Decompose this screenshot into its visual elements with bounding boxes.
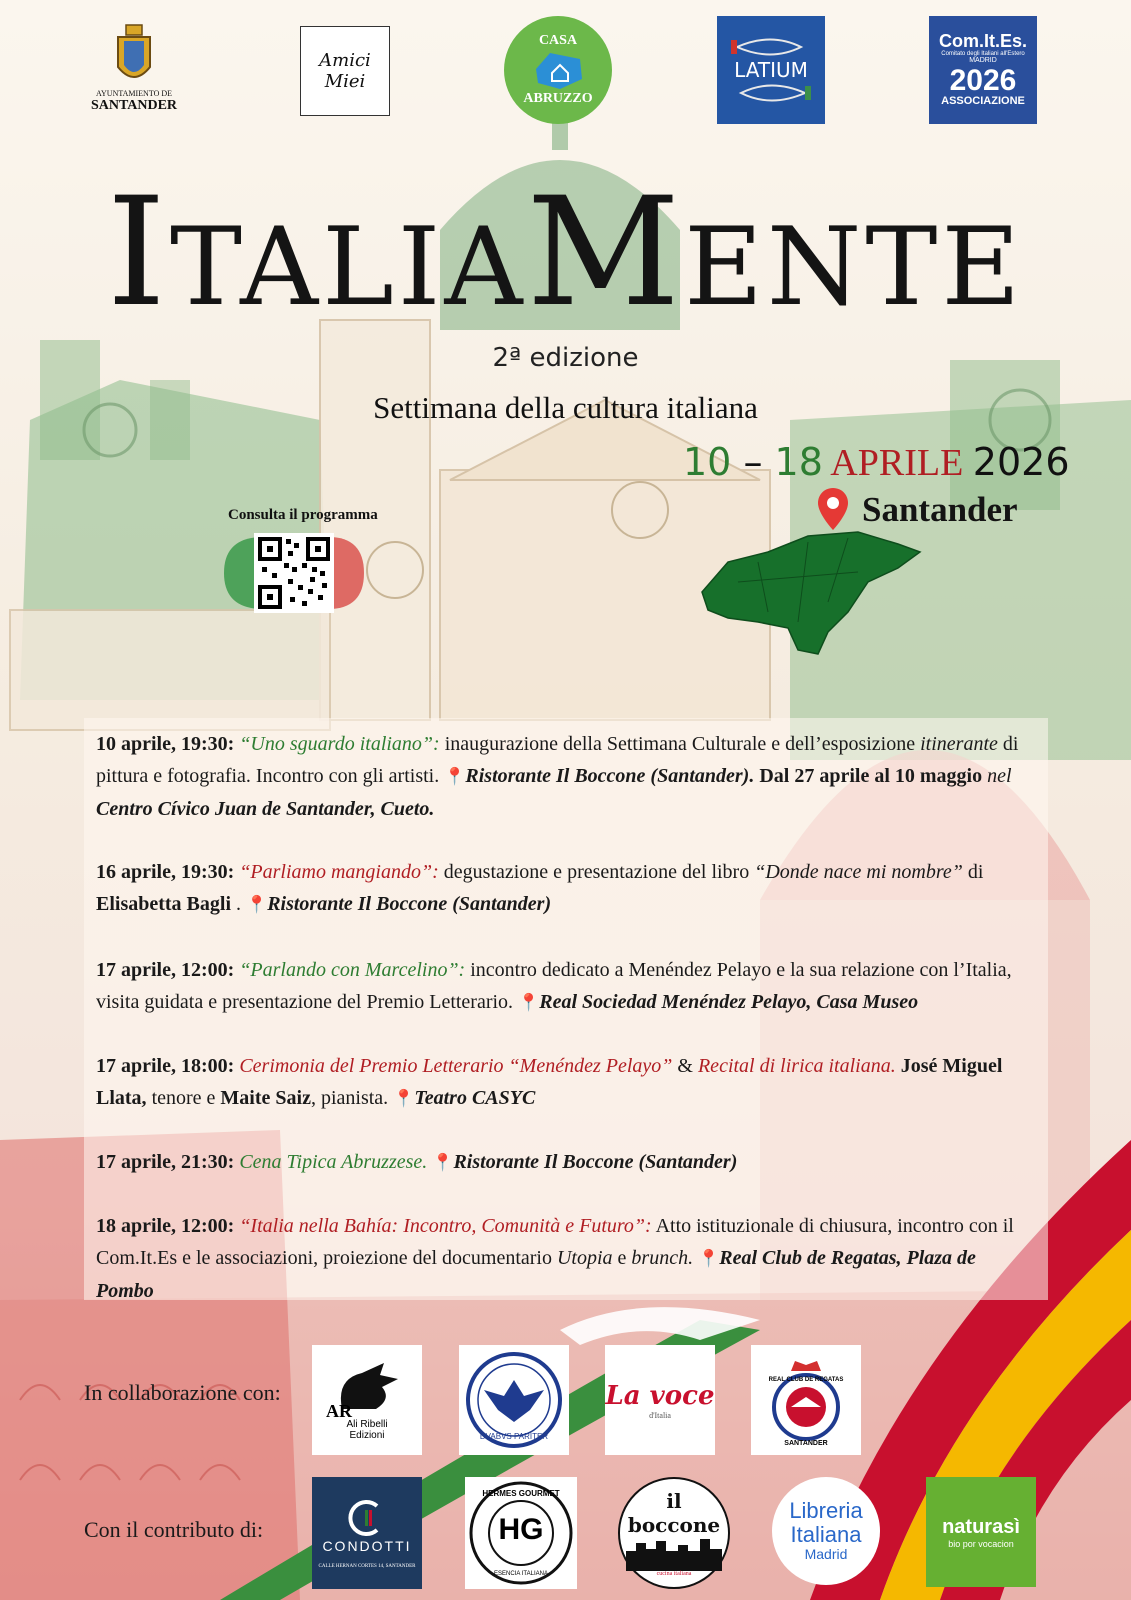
program-item-text: & [672,1055,698,1077]
naturasi-sub: bio por vocacion [948,1538,1014,1549]
date-dash: – [731,440,775,484]
map-pin-icon: 📍 [393,1089,415,1108]
santander-logo-line2: SANTANDER [90,97,178,113]
program-item-extra-italic: nel [987,765,1012,787]
la-voce-logo [605,1345,715,1455]
latium-logo [717,16,825,124]
program-item-person: Maite Saiz [220,1087,311,1109]
map-pin-icon: 📍 [518,993,540,1012]
edition-label: 2ª edizione [492,343,639,373]
ali-ribelli-line2: Edizioni [349,1430,385,1441]
program-item-title: “Uno sguardo italiano”: [239,733,440,755]
program-item-5 [96,1146,1036,1179]
libreria-line1: Libreria [789,1498,863,1524]
program-item-date: 17 aprile, 21:30: [96,1151,240,1173]
boccone-text: il boccone [627,1489,721,1537]
hermes-top: HERMES GOURMET [482,1489,560,1498]
qr-block[interactable] [218,527,368,619]
skyline-icon [626,1537,722,1571]
coat-of-arms-icon [110,23,158,89]
program-item-location: Teatro CASYC [414,1087,536,1109]
program-item-emphasis: Utopia [556,1247,613,1269]
qr-code-icon[interactable] [218,527,368,619]
comites-line2: Comitato degli Italiani all'Estero [941,51,1025,58]
program-item-text: di [962,861,984,883]
fish-icon [731,36,811,58]
comites-line1: Com.It.Es. [938,31,1027,52]
map-pin-icon: 📍 [246,895,268,914]
santander-logo [84,16,184,120]
program-item-title: “Parliamo mangiando”: [239,861,439,883]
program-item-person: Elisabetta Bagli [96,893,232,915]
date-start: 10 [683,440,732,484]
program-item-4 [96,1050,1036,1115]
program-item-2 [96,856,1036,921]
casa-abruzzo-bottom: ABRUZZO [523,91,593,106]
santander-logo-line1: AYUNTAMIENTO DE [95,88,173,98]
amici-miei-logo [300,26,390,116]
program-item-location: Ristorante Il Boccone (Santander). [465,765,755,787]
program-item-title-2: Recital di lirica italiana. [697,1055,896,1077]
fish-icon-2 [731,82,811,104]
club-crest-icon [771,1357,841,1443]
program-item-text: incontro dedicato a Menéndez Pelayo e la sua relazione con l’Italia, visita guidata e presentazione del Premio Letterario. [96,959,1012,1013]
program-item-3 [96,954,1036,1019]
program-item-person: José Miguel Llata, [96,1055,1003,1109]
casa-abruzzo-logo [504,16,612,124]
program-item-location: Ristorante Il Boccone (Santander) [267,893,552,915]
condotti-sub: CALLE HERNAN CORTES 14, SANTANDER [318,1563,416,1569]
libreria-line3: Madrid [804,1546,848,1563]
regatas-bottom: SANTANDER [784,1440,828,1447]
date-year: 2026 [972,440,1070,484]
program-item-emphasis: “Donde nace mi nombre” [754,861,963,883]
comites-line5: ASSOCIAZIONE [941,95,1025,108]
program-item-6 [96,1210,1036,1307]
real-club-regatas-logo [751,1345,861,1455]
la-voce-sub: d'Italia [649,1410,671,1420]
libreria-italiana-logo [772,1477,880,1585]
program-item-text: Atto istituzionale di chiusura, incontro con il Com.It.Es e le associazioni, proiezione del documentario [96,1215,1014,1269]
city-name: Santander [862,490,1018,529]
casa-abruzzo-top: CASA [538,33,578,48]
abruzzo-map-icon [530,49,586,91]
hermes-gourmet-logo [465,1477,577,1589]
main-title [0,166,1131,340]
program-item-text: tenore e [146,1087,221,1109]
date-end: 18 [774,440,823,484]
title-initial-2: M [526,166,685,340]
program-item-date: 18 aprile, 12:00: [96,1215,240,1237]
program-item-title: “Parlando con Marcelino”: [239,959,466,981]
title-initial-1: I [106,166,170,340]
naturasi-text: naturasì [942,1515,1020,1538]
program-item-text: e [612,1247,632,1269]
comites-logo [929,16,1037,124]
boccone-sub: cucina italiana [656,1571,692,1577]
program-item-location: Real Club de Regatas, Plaza de Pombo [96,1247,976,1302]
map-pin-icon: 📍 [444,767,466,786]
latium-text: LATIUM [734,58,808,82]
condotti-logo [312,1477,422,1589]
program-item-emphasis: brunch. [631,1247,694,1269]
program-item-location: Real Sociedad Menéndez Pelayo, Casa Museo [539,991,919,1013]
date-month: APRILE [822,442,973,484]
subtitle: Settimana della cultura italiana [373,390,758,425]
program-item-title: “Italia nella Bahía: Incontro, Comunità e Futuro”: [239,1215,652,1237]
program-item-location: Ristorante Il Boccone (Santander) [453,1151,738,1173]
collaboration-label: In collaborazione con: [84,1380,281,1405]
ali-ribelli-logo [312,1345,422,1455]
map-pin-icon: 📍 [432,1153,454,1172]
regatas-top: REAL CLUB DE REGATAS [768,1377,844,1383]
duabus-pariter-logo [459,1345,569,1455]
libreria-line2: Italiana [790,1522,862,1548]
condotti-text: CONDOTTI [322,1537,412,1554]
contribution-label: Con il contributo di: [84,1517,264,1542]
program-item-date: 16 aprile, 19:30: [96,861,240,883]
program-item-text: , pianista. [310,1087,394,1109]
event-dates [683,440,1070,485]
program-item-title: Cerimonia del Premio Letterario “Menéndez Pelayo” [239,1055,673,1077]
program-item-emphasis: itinerante [920,733,998,755]
duabus-text: DVABVS PARITER [479,1432,549,1441]
ali-ribelli-line1: Ali Ribelli [346,1419,388,1430]
program-item-text: . [231,893,247,915]
program-item-extra-location: Centro Cívico Juan de Santander, Cueto. [96,798,435,820]
title-rest-1: TALIA [169,205,527,330]
qr-label: Consulta il programma [228,507,378,523]
program-item-text: degustazione e presentazione del libro [438,861,755,883]
naturasi-logo [926,1477,1036,1587]
map-pin-icon: 📍 [698,1249,720,1268]
program-item-text: di pittura e fotografia. Incontro con gli artisti. [96,733,1019,787]
comites-line3: MADRID [969,57,997,65]
amici-miei-text: Amici Miei [319,50,371,92]
program-item-title: Cena Tipica Abruzzese. [239,1151,428,1173]
program-item-1 [96,728,1036,825]
ali-ribelli-mark: AR [326,1401,352,1421]
program-item-date: 17 aprile, 18:00: [96,1055,240,1077]
condotti-c-icon [347,1498,387,1538]
cantabria-map-icon [698,522,922,662]
title-rest-2: ENTE [684,205,1025,330]
hermes-bottom: ESENCIA ITALIANA [494,1571,548,1577]
program-item-extra: Dal 27 aprile al 10 maggio [754,765,988,787]
program-item-date: 10 aprile, 19:30: [96,733,240,755]
comites-line4: 2026 [949,63,1017,97]
il-boccone-logo [618,1477,730,1589]
program-item-date: 17 aprile, 12:00: [96,959,240,981]
program-item-text: inaugurazione della Settimana Culturale e dell’esposizione [439,733,921,755]
la-voce-text: La voce [605,1380,715,1411]
hermes-mark: HG [498,1513,544,1546]
